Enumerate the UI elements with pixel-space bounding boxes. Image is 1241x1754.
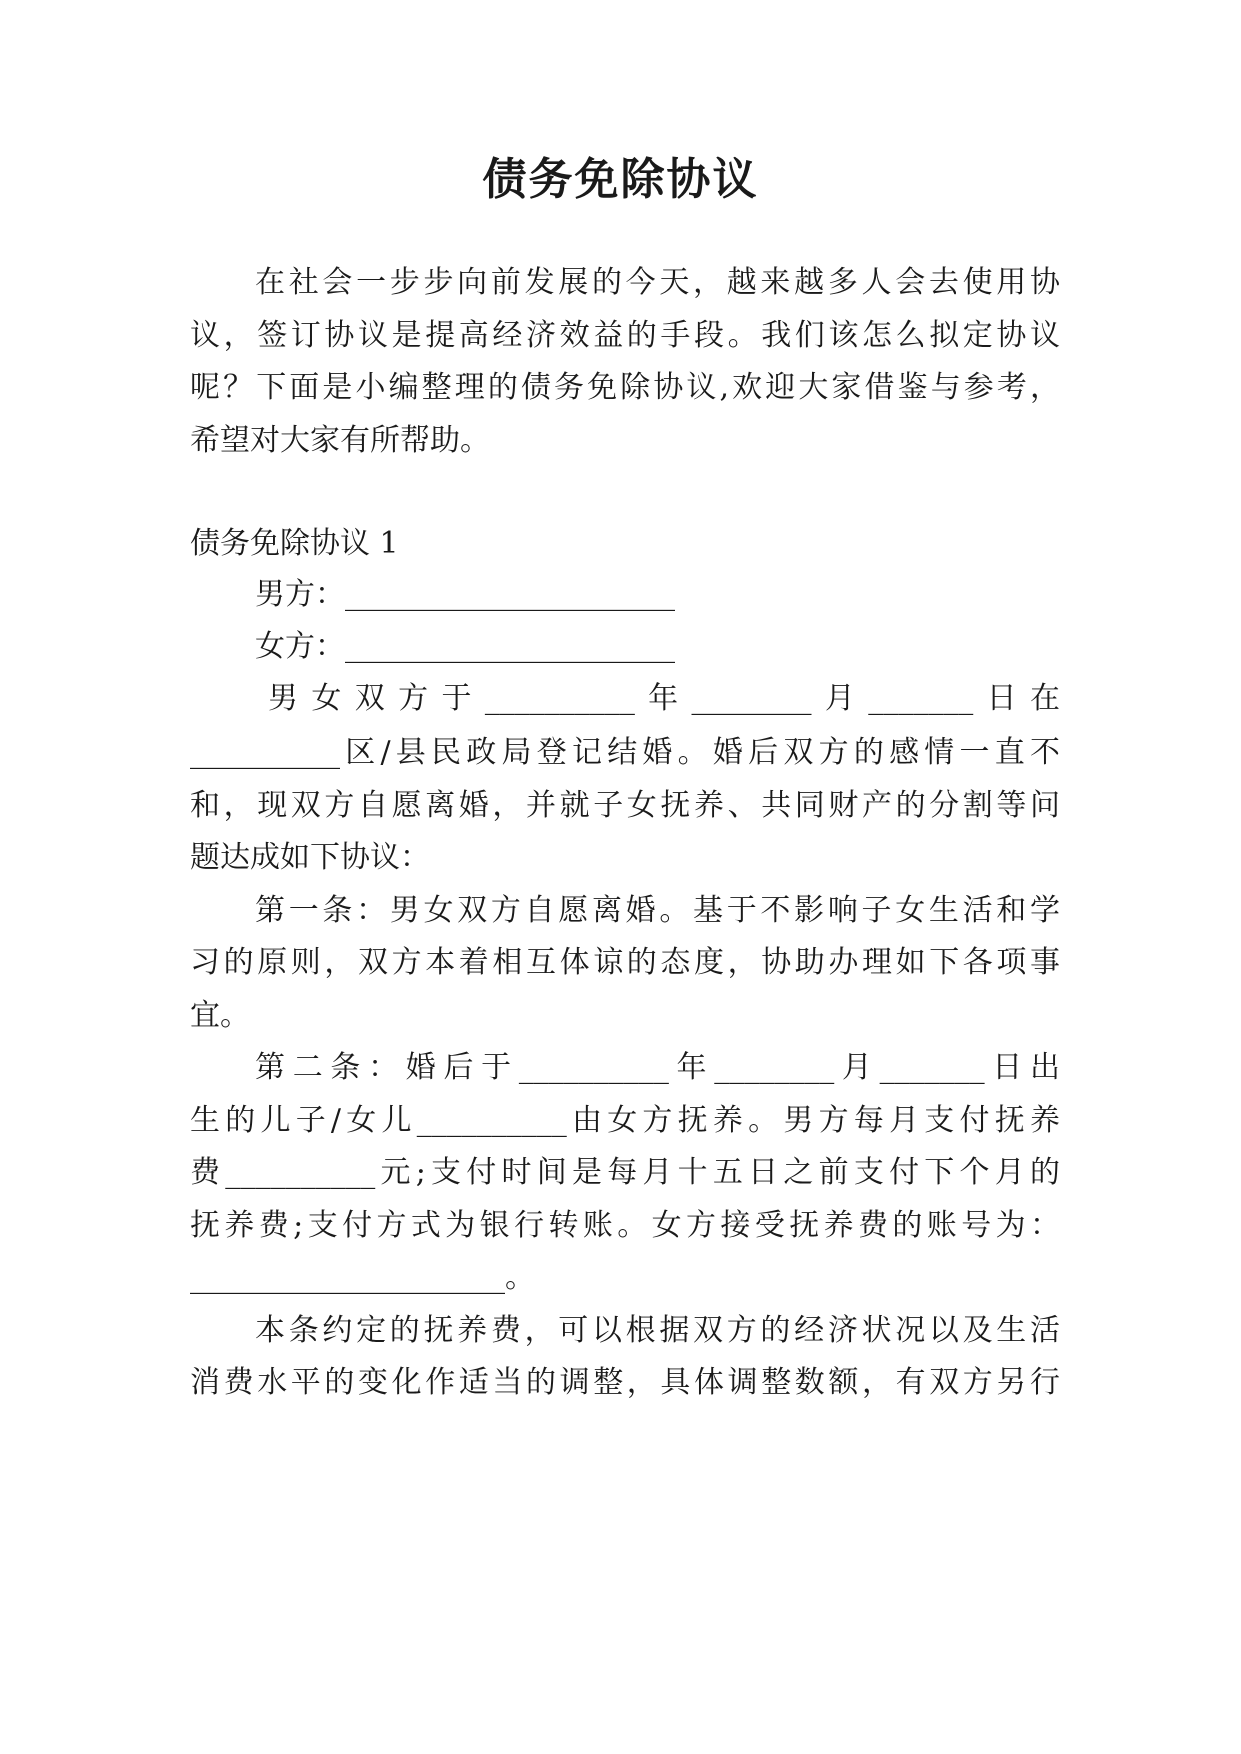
body-line: 女方：______________________	[255, 629, 675, 664]
body-line: 费__________元;支付时间是每月十五日之前支付下个月的	[190, 1155, 1060, 1190]
document-title: 债务免除协议	[482, 154, 759, 205]
body-line: 生的儿子/女儿__________由女方抚养。男方每月支付抚养	[190, 1103, 1060, 1138]
intro-line: 在社会一步步向前发展的今天，越来越多人会去使用协	[255, 265, 1060, 300]
intro-line: 议，签订协议是提高经济效益的手段。我们该怎么拟定协议	[190, 318, 1060, 353]
section-heading: 债务免除协议 1	[190, 526, 399, 561]
body-line: __________区/县民政局登记结婚。婚后双方的感情一直不	[190, 735, 1060, 770]
body-line: 第一条：男女双方自愿离婚。基于不影响子女生活和学	[255, 893, 1060, 928]
body-line: 本条约定的抚养费，可以根据双方的经济状况以及生活	[255, 1313, 1060, 1348]
body-line: 抚养费;支付方式为银行转账。女方接受抚养费的账号为：	[190, 1208, 1060, 1243]
body-line: 男方：______________________	[255, 577, 675, 612]
body-line: 习的原则，双方本着相互体谅的态度，协助办理如下各项事	[190, 945, 1060, 980]
body-line: 宜。	[190, 998, 250, 1033]
body-line: 题达成如下协议：	[190, 840, 430, 875]
intro-line: 希望对大家有所帮助。	[190, 423, 490, 458]
body-line: 男女双方于__________年________月_______日在	[268, 681, 1060, 716]
body-line: _____________________。	[190, 1260, 535, 1295]
body-line: 消费水平的变化作适当的调整，具体调整数额，有双方另行	[190, 1365, 1060, 1400]
body-line: 第二条：婚后于__________年________月_______日出	[255, 1050, 1060, 1085]
body-line: 和，现双方自愿离婚，并就子女抚养、共同财产的分割等问	[190, 788, 1060, 823]
intro-line: 呢？下面是小编整理的债务免除协议,欢迎大家借鉴与参考，	[190, 370, 1060, 405]
